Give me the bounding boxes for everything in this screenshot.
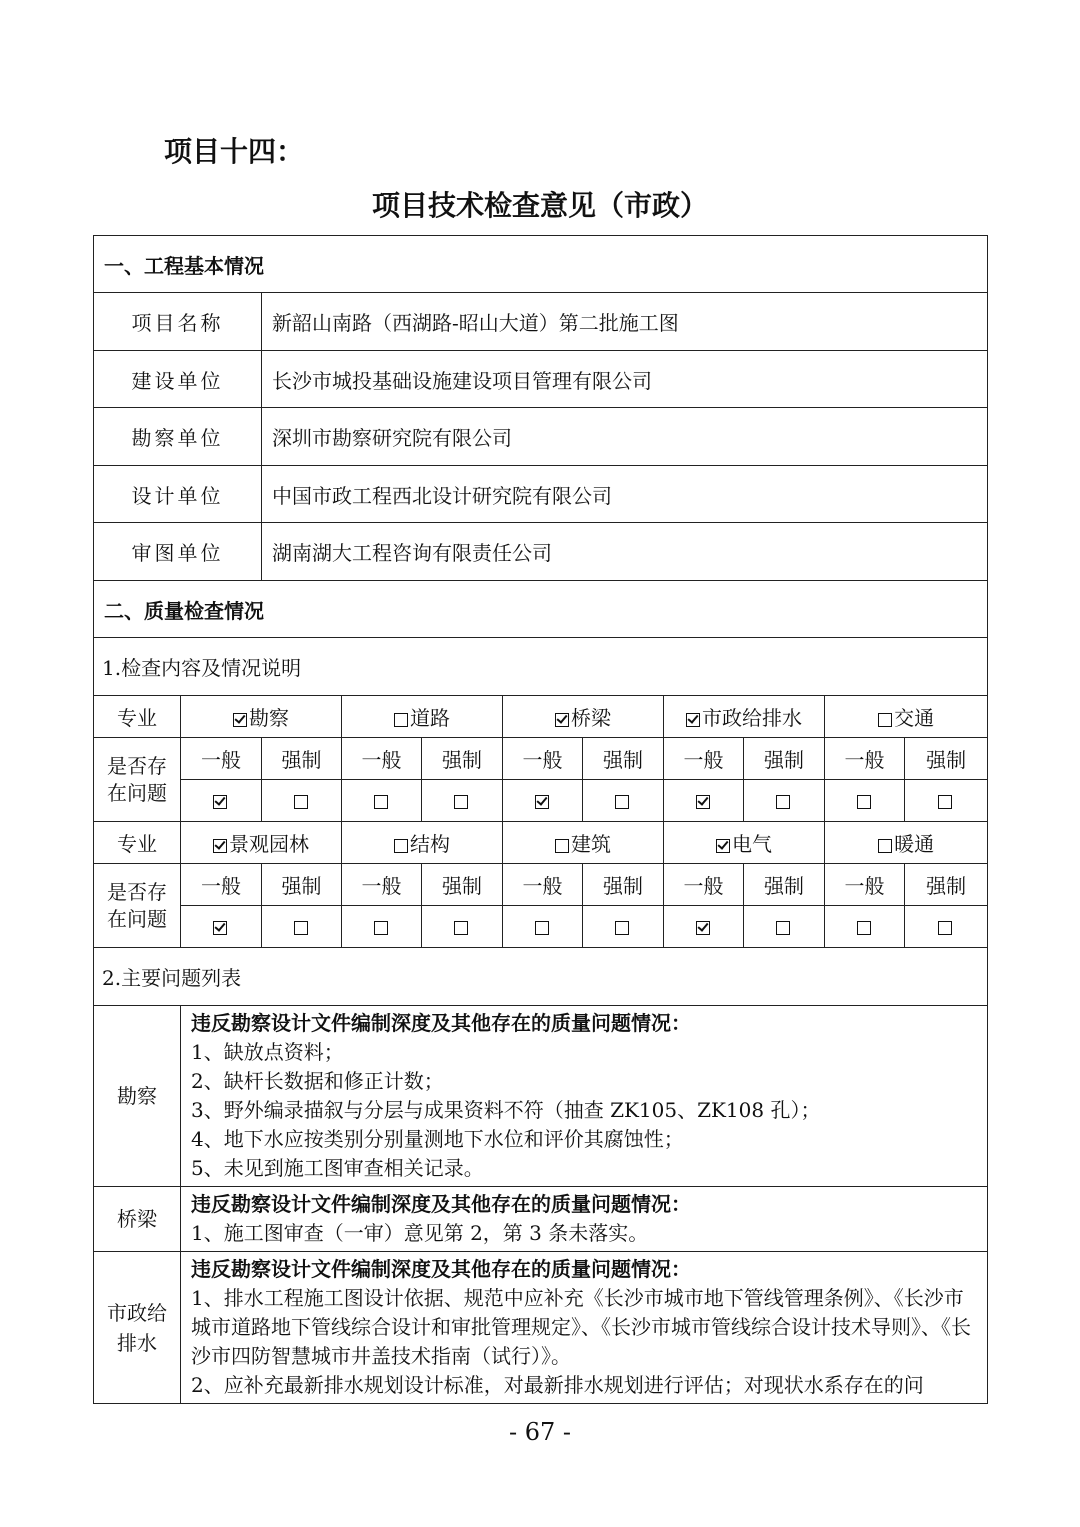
construction-unit-value: 长沙市城投基础设施建设项目管理有限公司 (262, 351, 988, 408)
construction-unit-label: 建设单位 (94, 351, 262, 408)
checkbox-icon (696, 795, 710, 809)
mandatory-label: 强制 (905, 738, 988, 780)
survey-unit-label: 勘察单位 (94, 408, 262, 466)
checkbox-icon (857, 921, 871, 935)
general-label: 一般 (503, 864, 583, 906)
general-label: 一般 (503, 738, 583, 780)
discipline-name: 景观园林 (229, 832, 309, 856)
checkbox-icon (213, 839, 227, 853)
issue-item: 1、缺放点资料； (191, 1040, 344, 1064)
discipline-header (664, 822, 825, 864)
issue-content (181, 1252, 988, 1404)
inspection-table (93, 235, 988, 1404)
mandatory-label: 强制 (422, 738, 503, 780)
issue-item: 1、排水工程施工图设计依据、规范中应补充《长沙市城市地下管线管理条例》、《长沙市城市道路地下管线综合设计和审批管理规定》、《长沙市城市管线综合设计技术导则》、《长沙市四防智慧城市井盖技术指南（试行）》。 (191, 1286, 971, 1368)
checkbox-icon (686, 713, 700, 727)
checkbox-icon (878, 713, 892, 727)
discipline-name: 交通 (894, 706, 935, 730)
discipline-header (825, 822, 988, 864)
mandatory-label: 强制 (422, 864, 503, 906)
checkbox-icon (394, 713, 408, 727)
project-name-label: 项目名称 (94, 293, 262, 351)
general-label: 一般 (181, 738, 262, 780)
mandatory-label: 强制 (583, 864, 664, 906)
main-issues-heading: 2.主要问题列表 (94, 948, 988, 1006)
section-1-heading: 一、工程基本情况 (94, 236, 988, 293)
section-2-heading: 二、质量检查情况 (94, 581, 988, 638)
mandatory-label: 强制 (583, 738, 664, 780)
discipline-header (825, 696, 988, 738)
checkbox-icon (294, 795, 308, 809)
discipline-name: 道路 (410, 706, 450, 730)
discipline-header (503, 822, 664, 864)
general-label: 一般 (825, 864, 905, 906)
design-unit-label: 设计单位 (94, 466, 262, 523)
issue-heading: 违反勘察设计文件编制深度及其他存在的质量问题情况： (191, 1257, 691, 1281)
issue-item: 4、地下水应按类别分别量测地下水位和评价其腐蚀性； (191, 1127, 684, 1151)
design-unit-value: 中国市政工程西北设计研究院有限公司 (262, 466, 988, 523)
checkbox-icon (696, 921, 710, 935)
checkbox-icon (555, 839, 569, 853)
issue-discipline: 勘察 (94, 1006, 181, 1187)
discipline-header (181, 696, 342, 738)
discipline-header (342, 822, 503, 864)
checkbox-icon (776, 795, 790, 809)
checkbox-icon (213, 921, 227, 935)
discipline-name: 结构 (410, 832, 450, 856)
discipline-name: 勘察 (249, 706, 289, 730)
discipline-header (181, 822, 342, 864)
discipline-header (503, 696, 664, 738)
discipline-name: 暖通 (894, 832, 935, 856)
general-label: 一般 (181, 864, 262, 906)
issue-content (181, 1006, 988, 1187)
discipline-name: 建筑 (571, 832, 611, 856)
checkbox-icon (374, 921, 388, 935)
mandatory-label: 强制 (262, 738, 342, 780)
general-label: 一般 (664, 738, 744, 780)
page-label: 项目十四： (164, 135, 305, 168)
general-label: 一般 (342, 864, 422, 906)
discipline-header (664, 696, 825, 738)
page-number: - 67 - (508, 1418, 571, 1446)
checkbox-icon (615, 921, 629, 935)
issue-discipline: 市政给 排水 (94, 1252, 181, 1404)
inspection-content-heading: 1.检查内容及情况说明 (94, 638, 988, 696)
project-name-value: 新韶山南路（西湖路-昭山大道）第二批施工图 (262, 293, 988, 351)
checkbox-icon (233, 713, 247, 727)
checkbox-icon (857, 795, 871, 809)
checkbox-icon (938, 921, 952, 935)
checkbox-icon (394, 839, 408, 853)
survey-unit-value: 深圳市勘察研究院有限公司 (262, 408, 988, 466)
checkbox-icon (615, 795, 629, 809)
issue-heading: 违反勘察设计文件编制深度及其他存在的质量问题情况： (191, 1011, 691, 1035)
issue-item: 5、未见到施工图审查相关记录。 (191, 1156, 484, 1180)
mandatory-label: 强制 (744, 738, 825, 780)
discipline-label: 专业 (94, 696, 181, 738)
issue-discipline: 桥梁 (94, 1187, 181, 1252)
checkbox-icon (454, 921, 468, 935)
discipline-label: 专业 (94, 822, 181, 864)
general-label: 一般 (342, 738, 422, 780)
general-label: 一般 (664, 864, 744, 906)
document-title: 项目技术检查意见（市政） (371, 189, 708, 222)
checkbox-icon (454, 795, 468, 809)
discipline-name: 市政给排水 (702, 706, 802, 730)
discipline-name: 电气 (732, 832, 772, 856)
issue-item: 1、施工图审查（一审）意见第 2，第 3 条未落实。 (191, 1221, 649, 1245)
checkbox-icon (535, 795, 549, 809)
checkbox-icon (294, 921, 308, 935)
checkbox-icon (555, 713, 569, 727)
discipline-name: 桥梁 (571, 706, 611, 730)
issue-heading: 违反勘察设计文件编制深度及其他存在的质量问题情况： (191, 1192, 691, 1216)
issue-item: 3、野外编录描叙与分层与成果资料不符（抽查 ZK105、ZK108 孔）； (191, 1098, 821, 1122)
checkbox-icon (938, 795, 952, 809)
mandatory-label: 强制 (744, 864, 825, 906)
review-unit-value: 湖南湖大工程咨询有限责任公司 (262, 523, 988, 581)
issue-item: 2、缺杆长数据和修正计数； (191, 1069, 444, 1093)
issue-item: 2、应补充最新排水规划设计标准，对最新排水规划进行评估；对现状水系存在的问 (191, 1373, 924, 1397)
review-unit-label: 审图单位 (94, 523, 262, 581)
has-issue-label: 是否存 在问题 (94, 864, 181, 948)
has-issue-label: 是否存 在问题 (94, 738, 181, 822)
checkbox-icon (716, 839, 730, 853)
general-label: 一般 (825, 738, 905, 780)
mandatory-label: 强制 (262, 864, 342, 906)
checkbox-icon (535, 921, 549, 935)
checkbox-icon (878, 839, 892, 853)
checkbox-icon (776, 921, 790, 935)
discipline-header (342, 696, 503, 738)
mandatory-label: 强制 (905, 864, 988, 906)
checkbox-icon (213, 795, 227, 809)
issue-content (181, 1187, 988, 1252)
checkbox-icon (374, 795, 388, 809)
